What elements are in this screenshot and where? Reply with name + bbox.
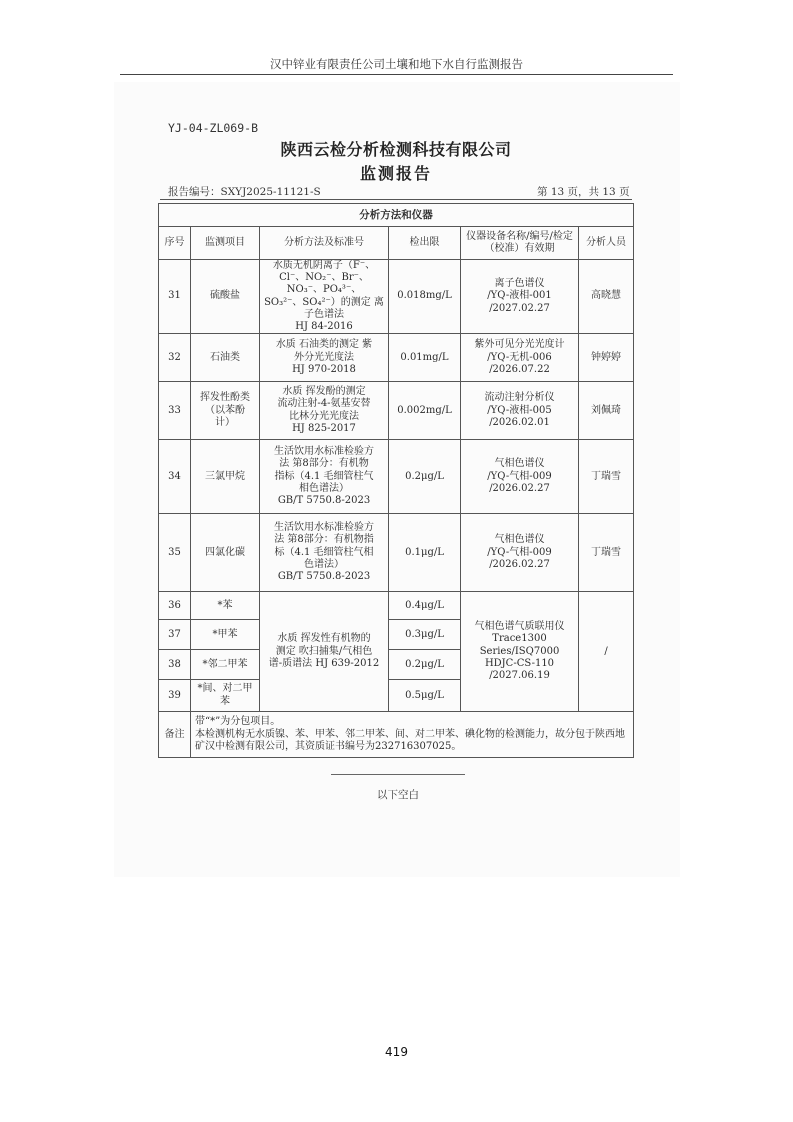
row-instrument-line: /2027.02.27 <box>489 302 550 314</box>
blank-below-note: 以下空白 <box>377 789 419 801</box>
row-no: 36 <box>159 592 191 620</box>
row-method-line: 指标（4.1 毛细管柱气 <box>274 470 374 482</box>
row-method-line: 法 第8部分：有机物指 <box>274 534 374 546</box>
header-divider <box>120 74 673 75</box>
row-item-line: （以苯酚 <box>205 404 245 416</box>
row-item-line: *间、对二甲 <box>197 683 253 695</box>
row-instrument-line: 紫外可见分光光度计 <box>474 339 565 351</box>
row-method-line: GB/T 5750.8-2023 <box>277 494 371 506</box>
row-method-line: 流动注射-4-氨基安替 <box>277 398 371 410</box>
row-analyst: 刘佩琦 <box>579 382 634 440</box>
group-method-line: 谱-质谱法 HJ 639-2012 <box>268 657 380 669</box>
group-instrument-line: HDJC-CS-110 <box>484 657 555 669</box>
row-method-line: SO₃²⁻、SO₄²⁻）的测定 离 <box>264 296 384 308</box>
row-instrument-line: /2026.02.01 <box>489 416 550 428</box>
group-instrument-line: Series/ISQ7000 <box>479 645 560 657</box>
row-item <box>191 680 260 712</box>
row-no: 32 <box>159 334 191 382</box>
remarks-row <box>159 712 634 758</box>
row-item: 硫酸盐 <box>191 260 260 334</box>
row-method-line: 生活饮用水标准检验方 <box>274 446 374 458</box>
row-method <box>260 514 389 592</box>
row-method-line: HJ 825-2017 <box>292 422 356 434</box>
report-number: 报告编号：SXYJ2025-11121-S <box>168 186 321 198</box>
page-header-title: 汉中锌业有限责任公司土壤和地下水自行监测报告 <box>270 57 523 71</box>
row-instrument-line: /YQ-气相-009 <box>487 470 552 482</box>
row-method <box>260 440 389 514</box>
col-header-item: 监测项目 <box>191 227 260 260</box>
row-no: 35 <box>159 514 191 592</box>
row-item: 四氯化碳 <box>191 514 260 592</box>
group-instrument <box>461 592 579 712</box>
row-method-line: 标（4.1 毛细管柱气相 <box>274 546 374 558</box>
group-instrument-line: Trace1300 <box>492 633 547 645</box>
col-header-limit: 检出限 <box>389 227 461 260</box>
row-limit: 0.002mg/L <box>389 382 461 440</box>
row-limit: 0.2μg/L <box>389 650 461 680</box>
row-instrument <box>461 260 579 334</box>
row-method-line: HJ 970-2018 <box>292 363 356 375</box>
document-code: YJ-04-ZL069-B <box>168 121 259 135</box>
end-divider <box>331 774 465 775</box>
row-no: 33 <box>159 382 191 440</box>
table-row <box>159 592 634 620</box>
row-limit: 0.018mg/L <box>389 260 461 334</box>
remarks-label: 备注 <box>159 712 191 758</box>
row-method-line: 子色谱法 <box>304 308 344 320</box>
table-body <box>159 204 634 758</box>
remarks-text-line: 本检测机构无水质镍、苯、甲苯、邻二甲苯、间、对二甲苯、碘化物的检测能力，故分包于陕西地矿汉中检测有限公司，其资质证书编号为232716307025。 <box>195 728 625 752</box>
group-method-line: 水质 挥发性有机物的 <box>277 633 371 645</box>
col-header-instrument: 仪器设备名称/编号/检定（校准）有效期 <box>461 227 579 260</box>
row-instrument-line: /YQ-液相-005 <box>487 404 552 416</box>
row-instrument-line: /2026.02.27 <box>489 482 550 494</box>
row-item: *甲苯 <box>191 620 260 650</box>
row-method-line: 生活饮用水标准检验方 <box>274 522 374 534</box>
row-method <box>260 382 389 440</box>
group-instrument-line: /2027.06.19 <box>489 669 550 681</box>
row-instrument-line: 离子色谱仪 <box>494 278 545 290</box>
row-method-line: 相色谱法） <box>299 482 349 494</box>
col-header-no: 序号 <box>159 227 191 260</box>
row-method-line: GB/T 5750.8-2023 <box>277 570 371 582</box>
row-analyst: 钟婷婷 <box>579 334 634 382</box>
row-item: *苯 <box>191 592 260 620</box>
row-instrument-line: /YQ-无机-006 <box>487 351 552 363</box>
group-analyst: / <box>579 592 634 712</box>
row-method-line: 外分光光度法 <box>294 351 354 363</box>
row-limit: 0.01mg/L <box>389 334 461 382</box>
row-method-line: Cl⁻、NO₂⁻、Br⁻、NO₃⁻、PO₄³⁻、 <box>279 272 369 296</box>
section-title: 分析方法和仪器 <box>159 204 634 227</box>
row-method <box>260 260 389 334</box>
group-instrument-line: 气相色谱气质联用仪 <box>474 621 565 633</box>
report-title: 监测报告 <box>359 164 432 183</box>
row-instrument <box>461 440 579 514</box>
row-limit: 0.3μg/L <box>389 620 461 650</box>
analysis-methods-table <box>158 203 634 758</box>
col-header-analyst: 分析人员 <box>579 227 634 260</box>
table-row <box>159 382 634 440</box>
report-number-divider <box>160 199 632 200</box>
row-instrument-line: /2026.02.27 <box>489 558 550 570</box>
row-item <box>191 382 260 440</box>
row-instrument <box>461 334 579 382</box>
row-no: 37 <box>159 620 191 650</box>
row-instrument-line: /YQ-液相-001 <box>487 290 552 302</box>
table-row <box>159 260 634 334</box>
row-method-line: 水质无机阴离子（F⁻、 <box>272 260 376 271</box>
remarks-text <box>191 712 634 758</box>
row-method-line: 水质 石油类的测定 紫 <box>275 339 373 351</box>
row-method-line: 法 第8部分：有机物 <box>279 458 369 470</box>
row-item-line: 挥发性酚类 <box>200 392 250 404</box>
row-item: *邻二甲苯 <box>191 650 260 680</box>
row-limit: 0.1μg/L <box>389 514 461 592</box>
table-row <box>159 514 634 592</box>
row-limit: 0.2μg/L <box>389 440 461 514</box>
row-instrument-line: /YQ-气相-009 <box>487 546 552 558</box>
col-header-method: 分析方法及标准号 <box>260 227 389 260</box>
row-item-line: 苯 <box>220 695 230 707</box>
column-header-row <box>159 227 634 260</box>
row-limit: 0.5μg/L <box>389 680 461 712</box>
row-method-line: 比林分光光度法 <box>289 410 359 422</box>
row-analyst: 丁瑞雪 <box>579 440 634 514</box>
row-instrument-line: 气相色谱仪 <box>494 534 545 546</box>
company-name: 陕西云检分析检测科技有限公司 <box>280 140 512 159</box>
row-item-line: 计） <box>215 416 235 428</box>
section-title-row <box>159 204 634 227</box>
row-analyst: 丁瑞雪 <box>579 514 634 592</box>
row-analyst: 高晓慧 <box>579 260 634 334</box>
group-method-line: 测定 吹扫捕集/气相色 <box>275 645 373 657</box>
row-item: 三氯甲烷 <box>191 440 260 514</box>
row-item: 石油类 <box>191 334 260 382</box>
row-no: 38 <box>159 650 191 680</box>
row-instrument-line: /2026.07.22 <box>489 363 550 375</box>
row-instrument-line: 气相色谱仪 <box>494 458 545 470</box>
row-instrument <box>461 514 579 592</box>
row-instrument-line: 流动注射分析仪 <box>484 392 555 404</box>
group-method <box>260 592 389 712</box>
row-limit: 0.4μg/L <box>389 592 461 620</box>
row-instrument <box>461 382 579 440</box>
page-number: 419 <box>385 1045 408 1059</box>
row-no: 31 <box>159 260 191 334</box>
row-method-line: 色谱法） <box>304 558 344 570</box>
table-row <box>159 440 634 514</box>
row-no: 39 <box>159 680 191 712</box>
row-method-line: HJ 84-2016 <box>295 320 353 332</box>
remarks-text-line: 带“*”为分包项目。 <box>195 716 281 728</box>
page-count: 第 13 页，共 13 页 <box>537 186 630 198</box>
row-no: 34 <box>159 440 191 514</box>
table-row <box>159 334 634 382</box>
row-method <box>260 334 389 382</box>
row-method-line: 水质 挥发酚的测定 <box>282 386 366 398</box>
